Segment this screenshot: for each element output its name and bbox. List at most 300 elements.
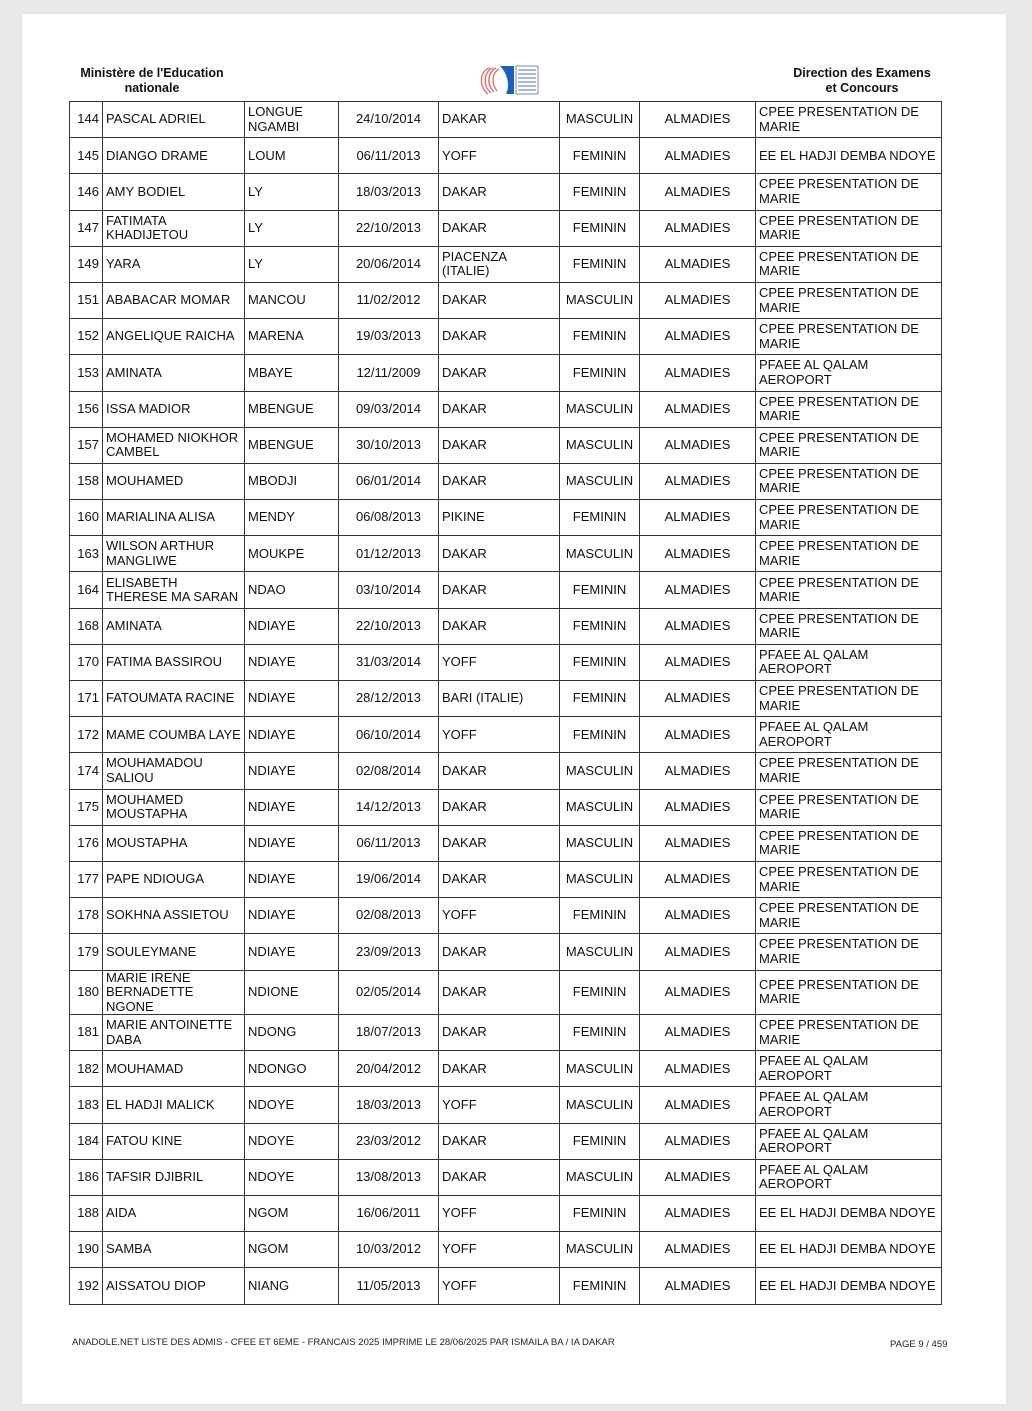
- first-name-cell: DIANGO DRAME: [103, 138, 245, 174]
- gender-cell: MASCULIN: [560, 391, 640, 427]
- last-name-cell: LONGUE NGAMBI: [245, 102, 339, 138]
- row-number-cell: 164: [70, 572, 103, 608]
- gender-cell: FEMININ: [560, 681, 640, 717]
- last-name-cell: MARENA: [245, 319, 339, 355]
- first-name-cell: ANGELIQUE RAICHA: [103, 319, 245, 355]
- birth-date-cell: 06/01/2014: [339, 463, 439, 499]
- table-row: [70, 1123, 942, 1159]
- birth-place-cell: PIKINE: [439, 500, 560, 536]
- school-cell: CPEE PRESENTATION DE MARIE: [756, 391, 942, 427]
- gender-cell: MASCULIN: [560, 1159, 640, 1195]
- last-name-cell: MBENGUE: [245, 427, 339, 463]
- gender-cell: FEMININ: [560, 1123, 640, 1159]
- table-row: [70, 789, 942, 825]
- table-row: [70, 753, 942, 789]
- table-row: [70, 319, 942, 355]
- table-row: [70, 1159, 942, 1195]
- birth-date-cell: 19/03/2013: [339, 319, 439, 355]
- first-name-cell: MOUHAMADOU SALIOU: [103, 753, 245, 789]
- zone-cell: ALMADIES: [640, 391, 756, 427]
- gender-cell: MASCULIN: [560, 753, 640, 789]
- row-number-cell: 144: [70, 102, 103, 138]
- gender-cell: MASCULIN: [560, 861, 640, 897]
- row-number-cell: 168: [70, 608, 103, 644]
- gender-cell: FEMININ: [560, 1195, 640, 1231]
- birth-place-cell: DAKAR: [439, 1015, 560, 1051]
- school-cell: CPEE PRESENTATION DE MARIE: [756, 934, 942, 970]
- first-name-cell: WILSON ARTHUR MANGLIWE: [103, 536, 245, 572]
- table-row: [70, 898, 942, 934]
- last-name-cell: NGOM: [245, 1195, 339, 1231]
- first-name-cell: MAME COUMBA LAYE: [103, 717, 245, 753]
- last-name-cell: NDIAYE: [245, 753, 339, 789]
- table-row: [70, 717, 942, 753]
- birth-date-cell: 28/12/2013: [339, 681, 439, 717]
- first-name-cell: ABABACAR MOMAR: [103, 282, 245, 318]
- birth-date-cell: 18/07/2013: [339, 1015, 439, 1051]
- birth-date-cell: 20/04/2012: [339, 1051, 439, 1087]
- school-cell: CPEE PRESENTATION DE MARIE: [756, 319, 942, 355]
- last-name-cell: NDIAYE: [245, 825, 339, 861]
- row-number-cell: 158: [70, 463, 103, 499]
- table-row: [70, 536, 942, 572]
- row-number-cell: 192: [70, 1268, 103, 1304]
- zone-cell: ALMADIES: [640, 861, 756, 897]
- last-name-cell: LY: [245, 246, 339, 282]
- zone-cell: ALMADIES: [640, 825, 756, 861]
- zone-cell: ALMADIES: [640, 102, 756, 138]
- table-row: [70, 1015, 942, 1051]
- zone-cell: ALMADIES: [640, 608, 756, 644]
- first-name-cell: AMINATA: [103, 608, 245, 644]
- row-number-cell: 147: [70, 210, 103, 246]
- table-row: [70, 1268, 942, 1304]
- birth-place-cell: YOFF: [439, 1232, 560, 1268]
- zone-cell: ALMADIES: [640, 500, 756, 536]
- row-number-cell: 184: [70, 1123, 103, 1159]
- school-cell: EE EL HADJI DEMBA NDOYE: [756, 1232, 942, 1268]
- school-cell: CPEE PRESENTATION DE MARIE: [756, 861, 942, 897]
- last-name-cell: NDAO: [245, 572, 339, 608]
- last-name-cell: MOUKPE: [245, 536, 339, 572]
- first-name-cell: MOUHAMED: [103, 463, 245, 499]
- gender-cell: FEMININ: [560, 246, 640, 282]
- first-name-cell: AMINATA: [103, 355, 245, 391]
- footer-page-number: PAGE 9 / 459: [890, 1339, 948, 1350]
- birth-place-cell: YOFF: [439, 1087, 560, 1123]
- row-number-cell: 183: [70, 1087, 103, 1123]
- birth-place-cell: DAKAR: [439, 970, 560, 1015]
- table-row: [70, 681, 942, 717]
- first-name-cell: MARIE ANTOINETTE DABA: [103, 1015, 245, 1051]
- school-cell: PFAEE AL QALAM AEROPORT: [756, 1087, 942, 1123]
- row-number-cell: 149: [70, 246, 103, 282]
- first-name-cell: MARIALINA ALISA: [103, 500, 245, 536]
- birth-place-cell: YOFF: [439, 717, 560, 753]
- birth-date-cell: 31/03/2014: [339, 644, 439, 680]
- school-cell: EE EL HADJI DEMBA NDOYE: [756, 1268, 942, 1304]
- birth-place-cell: DAKAR: [439, 319, 560, 355]
- last-name-cell: LY: [245, 210, 339, 246]
- gender-cell: FEMININ: [560, 500, 640, 536]
- birth-place-cell: PIACENZA (ITALIE): [439, 246, 560, 282]
- school-cell: EE EL HADJI DEMBA NDOYE: [756, 138, 942, 174]
- last-name-cell: NDIAYE: [245, 717, 339, 753]
- row-number-cell: 190: [70, 1232, 103, 1268]
- first-name-cell: MOUHAMAD: [103, 1051, 245, 1087]
- school-cell: PFAEE AL QALAM AEROPORT: [756, 644, 942, 680]
- first-name-cell: FATIMA BASSIROU: [103, 644, 245, 680]
- first-name-cell: FATIMATA KHADIJETOU: [103, 210, 245, 246]
- gender-cell: FEMININ: [560, 210, 640, 246]
- row-number-cell: 157: [70, 427, 103, 463]
- zone-cell: ALMADIES: [640, 1087, 756, 1123]
- last-name-cell: LY: [245, 174, 339, 210]
- school-cell: CPEE PRESENTATION DE MARIE: [756, 174, 942, 210]
- school-cell: PFAEE AL QALAM AEROPORT: [756, 1051, 942, 1087]
- zone-cell: ALMADIES: [640, 1232, 756, 1268]
- birth-date-cell: 23/03/2012: [339, 1123, 439, 1159]
- zone-cell: ALMADIES: [640, 717, 756, 753]
- last-name-cell: NDONG: [245, 1015, 339, 1051]
- first-name-cell: ELISABETH THERESE MA SARAN: [103, 572, 245, 608]
- gender-cell: MASCULIN: [560, 825, 640, 861]
- last-name-cell: NDIAYE: [245, 644, 339, 680]
- gender-cell: FEMININ: [560, 1268, 640, 1304]
- zone-cell: ALMADIES: [640, 1015, 756, 1051]
- row-number-cell: 186: [70, 1159, 103, 1195]
- birth-date-cell: 20/06/2014: [339, 246, 439, 282]
- zone-cell: ALMADIES: [640, 1123, 756, 1159]
- table-row: [70, 355, 942, 391]
- row-number-cell: 179: [70, 934, 103, 970]
- school-cell: EE EL HADJI DEMBA NDOYE: [756, 1195, 942, 1231]
- school-cell: CPEE PRESENTATION DE MARIE: [756, 500, 942, 536]
- birth-date-cell: 22/10/2013: [339, 210, 439, 246]
- school-cell: PFAEE AL QALAM AEROPORT: [756, 717, 942, 753]
- gender-cell: MASCULIN: [560, 536, 640, 572]
- first-name-cell: PAPE NDIOUGA: [103, 861, 245, 897]
- zone-cell: ALMADIES: [640, 174, 756, 210]
- school-cell: CPEE PRESENTATION DE MARIE: [756, 536, 942, 572]
- table-row: [70, 246, 942, 282]
- birth-place-cell: DAKAR: [439, 1123, 560, 1159]
- gender-cell: MASCULIN: [560, 1051, 640, 1087]
- birth-place-cell: DAKAR: [439, 391, 560, 427]
- school-cell: PFAEE AL QALAM AEROPORT: [756, 1123, 942, 1159]
- birth-date-cell: 30/10/2013: [339, 427, 439, 463]
- last-name-cell: NDIAYE: [245, 861, 339, 897]
- school-cell: CPEE PRESENTATION DE MARIE: [756, 427, 942, 463]
- last-name-cell: MANCOU: [245, 282, 339, 318]
- school-cell: PFAEE AL QALAM AEROPORT: [756, 355, 942, 391]
- last-name-cell: MBENGUE: [245, 391, 339, 427]
- zone-cell: ALMADIES: [640, 1051, 756, 1087]
- zone-cell: ALMADIES: [640, 753, 756, 789]
- table-row: [70, 644, 942, 680]
- zone-cell: ALMADIES: [640, 427, 756, 463]
- zone-cell: ALMADIES: [640, 282, 756, 318]
- row-number-cell: 163: [70, 536, 103, 572]
- document-page: [22, 14, 1006, 1404]
- table-row: [70, 138, 942, 174]
- birth-date-cell: 12/11/2009: [339, 355, 439, 391]
- birth-date-cell: 02/08/2014: [339, 753, 439, 789]
- table-row: [70, 427, 942, 463]
- birth-date-cell: 11/02/2012: [339, 282, 439, 318]
- table-row: [70, 572, 942, 608]
- gender-cell: FEMININ: [560, 644, 640, 680]
- birth-place-cell: YOFF: [439, 1195, 560, 1231]
- zone-cell: ALMADIES: [640, 246, 756, 282]
- table-row: [70, 210, 942, 246]
- birth-date-cell: 16/06/2011: [339, 1195, 439, 1231]
- table-row: [70, 1051, 942, 1087]
- row-number-cell: 175: [70, 789, 103, 825]
- zone-cell: ALMADIES: [640, 210, 756, 246]
- birth-date-cell: 18/03/2013: [339, 1087, 439, 1123]
- row-number-cell: 188: [70, 1195, 103, 1231]
- birth-date-cell: 03/10/2014: [339, 572, 439, 608]
- row-number-cell: 170: [70, 644, 103, 680]
- birth-date-cell: 02/08/2013: [339, 898, 439, 934]
- last-name-cell: MENDY: [245, 500, 339, 536]
- ministry-logo-icon: [476, 62, 542, 98]
- birth-date-cell: 02/05/2014: [339, 970, 439, 1015]
- last-name-cell: NDIAYE: [245, 898, 339, 934]
- first-name-cell: SOULEYMANE: [103, 934, 245, 970]
- school-cell: CPEE PRESENTATION DE MARIE: [756, 1015, 942, 1051]
- birth-place-cell: DAKAR: [439, 102, 560, 138]
- last-name-cell: NDONGO: [245, 1051, 339, 1087]
- row-number-cell: 178: [70, 898, 103, 934]
- row-number-cell: 182: [70, 1051, 103, 1087]
- birth-place-cell: DAKAR: [439, 825, 560, 861]
- row-number-cell: 160: [70, 500, 103, 536]
- table-row: [70, 102, 942, 138]
- first-name-cell: FATOUMATA RACINE: [103, 681, 245, 717]
- table-row: [70, 608, 942, 644]
- first-name-cell: AMY BODIEL: [103, 174, 245, 210]
- school-cell: CPEE PRESENTATION DE MARIE: [756, 970, 942, 1015]
- zone-cell: ALMADIES: [640, 970, 756, 1015]
- table-row: [70, 970, 942, 1015]
- birth-place-cell: DAKAR: [439, 1051, 560, 1087]
- direction-name-line1: Direction des Examens: [793, 66, 931, 80]
- birth-place-cell: YOFF: [439, 898, 560, 934]
- zone-cell: ALMADIES: [640, 536, 756, 572]
- gender-cell: FEMININ: [560, 138, 640, 174]
- table-row: [70, 825, 942, 861]
- table-row: [70, 500, 942, 536]
- school-cell: CPEE PRESENTATION DE MARIE: [756, 572, 942, 608]
- first-name-cell: FATOU KINE: [103, 1123, 245, 1159]
- gender-cell: FEMININ: [560, 572, 640, 608]
- birth-place-cell: DAKAR: [439, 934, 560, 970]
- zone-cell: ALMADIES: [640, 138, 756, 174]
- last-name-cell: NDOYE: [245, 1087, 339, 1123]
- last-name-cell: NDIAYE: [245, 934, 339, 970]
- school-cell: CPEE PRESENTATION DE MARIE: [756, 753, 942, 789]
- first-name-cell: TAFSIR DJIBRIL: [103, 1159, 245, 1195]
- first-name-cell: SAMBA: [103, 1232, 245, 1268]
- birth-place-cell: DAKAR: [439, 1159, 560, 1195]
- birth-date-cell: 09/03/2014: [339, 391, 439, 427]
- last-name-cell: NDOYE: [245, 1123, 339, 1159]
- first-name-cell: YARA: [103, 246, 245, 282]
- birth-place-cell: DAKAR: [439, 861, 560, 897]
- last-name-cell: MBAYE: [245, 355, 339, 391]
- birth-date-cell: 01/12/2013: [339, 536, 439, 572]
- gender-cell: FEMININ: [560, 717, 640, 753]
- school-cell: CPEE PRESENTATION DE MARIE: [756, 825, 942, 861]
- row-number-cell: 172: [70, 717, 103, 753]
- table-row: [70, 391, 942, 427]
- last-name-cell: NDIAYE: [245, 789, 339, 825]
- first-name-cell: MOUSTAPHA: [103, 825, 245, 861]
- zone-cell: ALMADIES: [640, 319, 756, 355]
- birth-place-cell: DAKAR: [439, 355, 560, 391]
- birth-date-cell: 19/06/2014: [339, 861, 439, 897]
- first-name-cell: MOHAMED NIOKHOR CAMBEL: [103, 427, 245, 463]
- gender-cell: MASCULIN: [560, 1087, 640, 1123]
- gender-cell: MASCULIN: [560, 282, 640, 318]
- birth-place-cell: DAKAR: [439, 789, 560, 825]
- row-number-cell: 174: [70, 753, 103, 789]
- birth-place-cell: YOFF: [439, 138, 560, 174]
- row-number-cell: 176: [70, 825, 103, 861]
- direction-header: [782, 66, 942, 96]
- ministry-header: [72, 66, 232, 96]
- birth-date-cell: 10/03/2012: [339, 1232, 439, 1268]
- first-name-cell: PASCAL ADRIEL: [103, 102, 245, 138]
- gender-cell: FEMININ: [560, 608, 640, 644]
- birth-place-cell: DAKAR: [439, 536, 560, 572]
- birth-date-cell: 18/03/2013: [339, 174, 439, 210]
- footer-print-info: ANADOLE.NET LISTE DES ADMIS - CFEE ET 6EME - FRANCAIS 2025 IMPRIME LE 28/06/2025 PAR ISMAILA BA / IA DAKAR: [72, 1337, 615, 1348]
- table-row: [70, 861, 942, 897]
- birth-place-cell: YOFF: [439, 1268, 560, 1304]
- birth-date-cell: 14/12/2013: [339, 789, 439, 825]
- birth-place-cell: DAKAR: [439, 608, 560, 644]
- table-row: [70, 934, 942, 970]
- row-number-cell: 152: [70, 319, 103, 355]
- birth-place-cell: DAKAR: [439, 753, 560, 789]
- school-cell: CPEE PRESENTATION DE MARIE: [756, 246, 942, 282]
- first-name-cell: MOUHAMED MOUSTAPHA: [103, 789, 245, 825]
- birth-date-cell: 06/11/2013: [339, 825, 439, 861]
- last-name-cell: LOUM: [245, 138, 339, 174]
- gender-cell: MASCULIN: [560, 427, 640, 463]
- birth-place-cell: DAKAR: [439, 282, 560, 318]
- row-number-cell: 156: [70, 391, 103, 427]
- row-number-cell: 145: [70, 138, 103, 174]
- gender-cell: FEMININ: [560, 970, 640, 1015]
- gender-cell: MASCULIN: [560, 789, 640, 825]
- table-row: [70, 1232, 942, 1268]
- gender-cell: MASCULIN: [560, 463, 640, 499]
- birth-date-cell: 23/09/2013: [339, 934, 439, 970]
- last-name-cell: NDIONE: [245, 970, 339, 1015]
- table-row: [70, 282, 942, 318]
- row-number-cell: 180: [70, 970, 103, 1015]
- zone-cell: ALMADIES: [640, 572, 756, 608]
- row-number-cell: 181: [70, 1015, 103, 1051]
- birth-place-cell: BARI (ITALIE): [439, 681, 560, 717]
- gender-cell: FEMININ: [560, 319, 640, 355]
- direction-name-line2: et Concours: [825, 81, 899, 95]
- school-cell: CPEE PRESENTATION DE MARIE: [756, 463, 942, 499]
- admitted-students-table: [69, 101, 942, 1305]
- birth-date-cell: 11/05/2013: [339, 1268, 439, 1304]
- birth-date-cell: 06/08/2013: [339, 500, 439, 536]
- ministry-name-line1: Ministère de l'Education: [80, 66, 224, 80]
- zone-cell: ALMADIES: [640, 789, 756, 825]
- gender-cell: MASCULIN: [560, 1232, 640, 1268]
- birth-place-cell: DAKAR: [439, 463, 560, 499]
- birth-place-cell: DAKAR: [439, 572, 560, 608]
- birth-place-cell: DAKAR: [439, 427, 560, 463]
- birth-date-cell: 22/10/2013: [339, 608, 439, 644]
- zone-cell: ALMADIES: [640, 681, 756, 717]
- school-cell: CPEE PRESENTATION DE MARIE: [756, 210, 942, 246]
- birth-date-cell: 24/10/2014: [339, 102, 439, 138]
- birth-place-cell: DAKAR: [439, 210, 560, 246]
- row-number-cell: 171: [70, 681, 103, 717]
- school-cell: CPEE PRESENTATION DE MARIE: [756, 789, 942, 825]
- last-name-cell: NDIAYE: [245, 608, 339, 644]
- table-row: [70, 463, 942, 499]
- row-number-cell: 146: [70, 174, 103, 210]
- first-name-cell: SOKHNA ASSIETOU: [103, 898, 245, 934]
- last-name-cell: NIANG: [245, 1268, 339, 1304]
- school-cell: CPEE PRESENTATION DE MARIE: [756, 608, 942, 644]
- school-cell: CPEE PRESENTATION DE MARIE: [756, 102, 942, 138]
- first-name-cell: ISSA MADIOR: [103, 391, 245, 427]
- birth-date-cell: 06/10/2014: [339, 717, 439, 753]
- school-cell: CPEE PRESENTATION DE MARIE: [756, 681, 942, 717]
- school-cell: CPEE PRESENTATION DE MARIE: [756, 898, 942, 934]
- last-name-cell: NDIAYE: [245, 681, 339, 717]
- zone-cell: ALMADIES: [640, 1268, 756, 1304]
- birth-place-cell: YOFF: [439, 644, 560, 680]
- row-number-cell: 153: [70, 355, 103, 391]
- gender-cell: MASCULIN: [560, 934, 640, 970]
- last-name-cell: NDOYE: [245, 1159, 339, 1195]
- zone-cell: ALMADIES: [640, 1195, 756, 1231]
- zone-cell: ALMADIES: [640, 644, 756, 680]
- table-row: [70, 174, 942, 210]
- first-name-cell: AIDA: [103, 1195, 245, 1231]
- gender-cell: FEMININ: [560, 1015, 640, 1051]
- gender-cell: MASCULIN: [560, 102, 640, 138]
- zone-cell: ALMADIES: [640, 463, 756, 499]
- zone-cell: ALMADIES: [640, 355, 756, 391]
- zone-cell: ALMADIES: [640, 898, 756, 934]
- first-name-cell: MARIE IRENE BERNADETTE NGONE: [103, 970, 245, 1015]
- ministry-name-line2: nationale: [124, 81, 180, 95]
- zone-cell: ALMADIES: [640, 1159, 756, 1195]
- birth-date-cell: 13/08/2013: [339, 1159, 439, 1195]
- row-number-cell: 151: [70, 282, 103, 318]
- gender-cell: FEMININ: [560, 355, 640, 391]
- table-row: [70, 1087, 942, 1123]
- birth-date-cell: 06/11/2013: [339, 138, 439, 174]
- school-cell: PFAEE AL QALAM AEROPORT: [756, 1159, 942, 1195]
- table-row: [70, 1195, 942, 1231]
- row-number-cell: 177: [70, 861, 103, 897]
- last-name-cell: MBODJI: [245, 463, 339, 499]
